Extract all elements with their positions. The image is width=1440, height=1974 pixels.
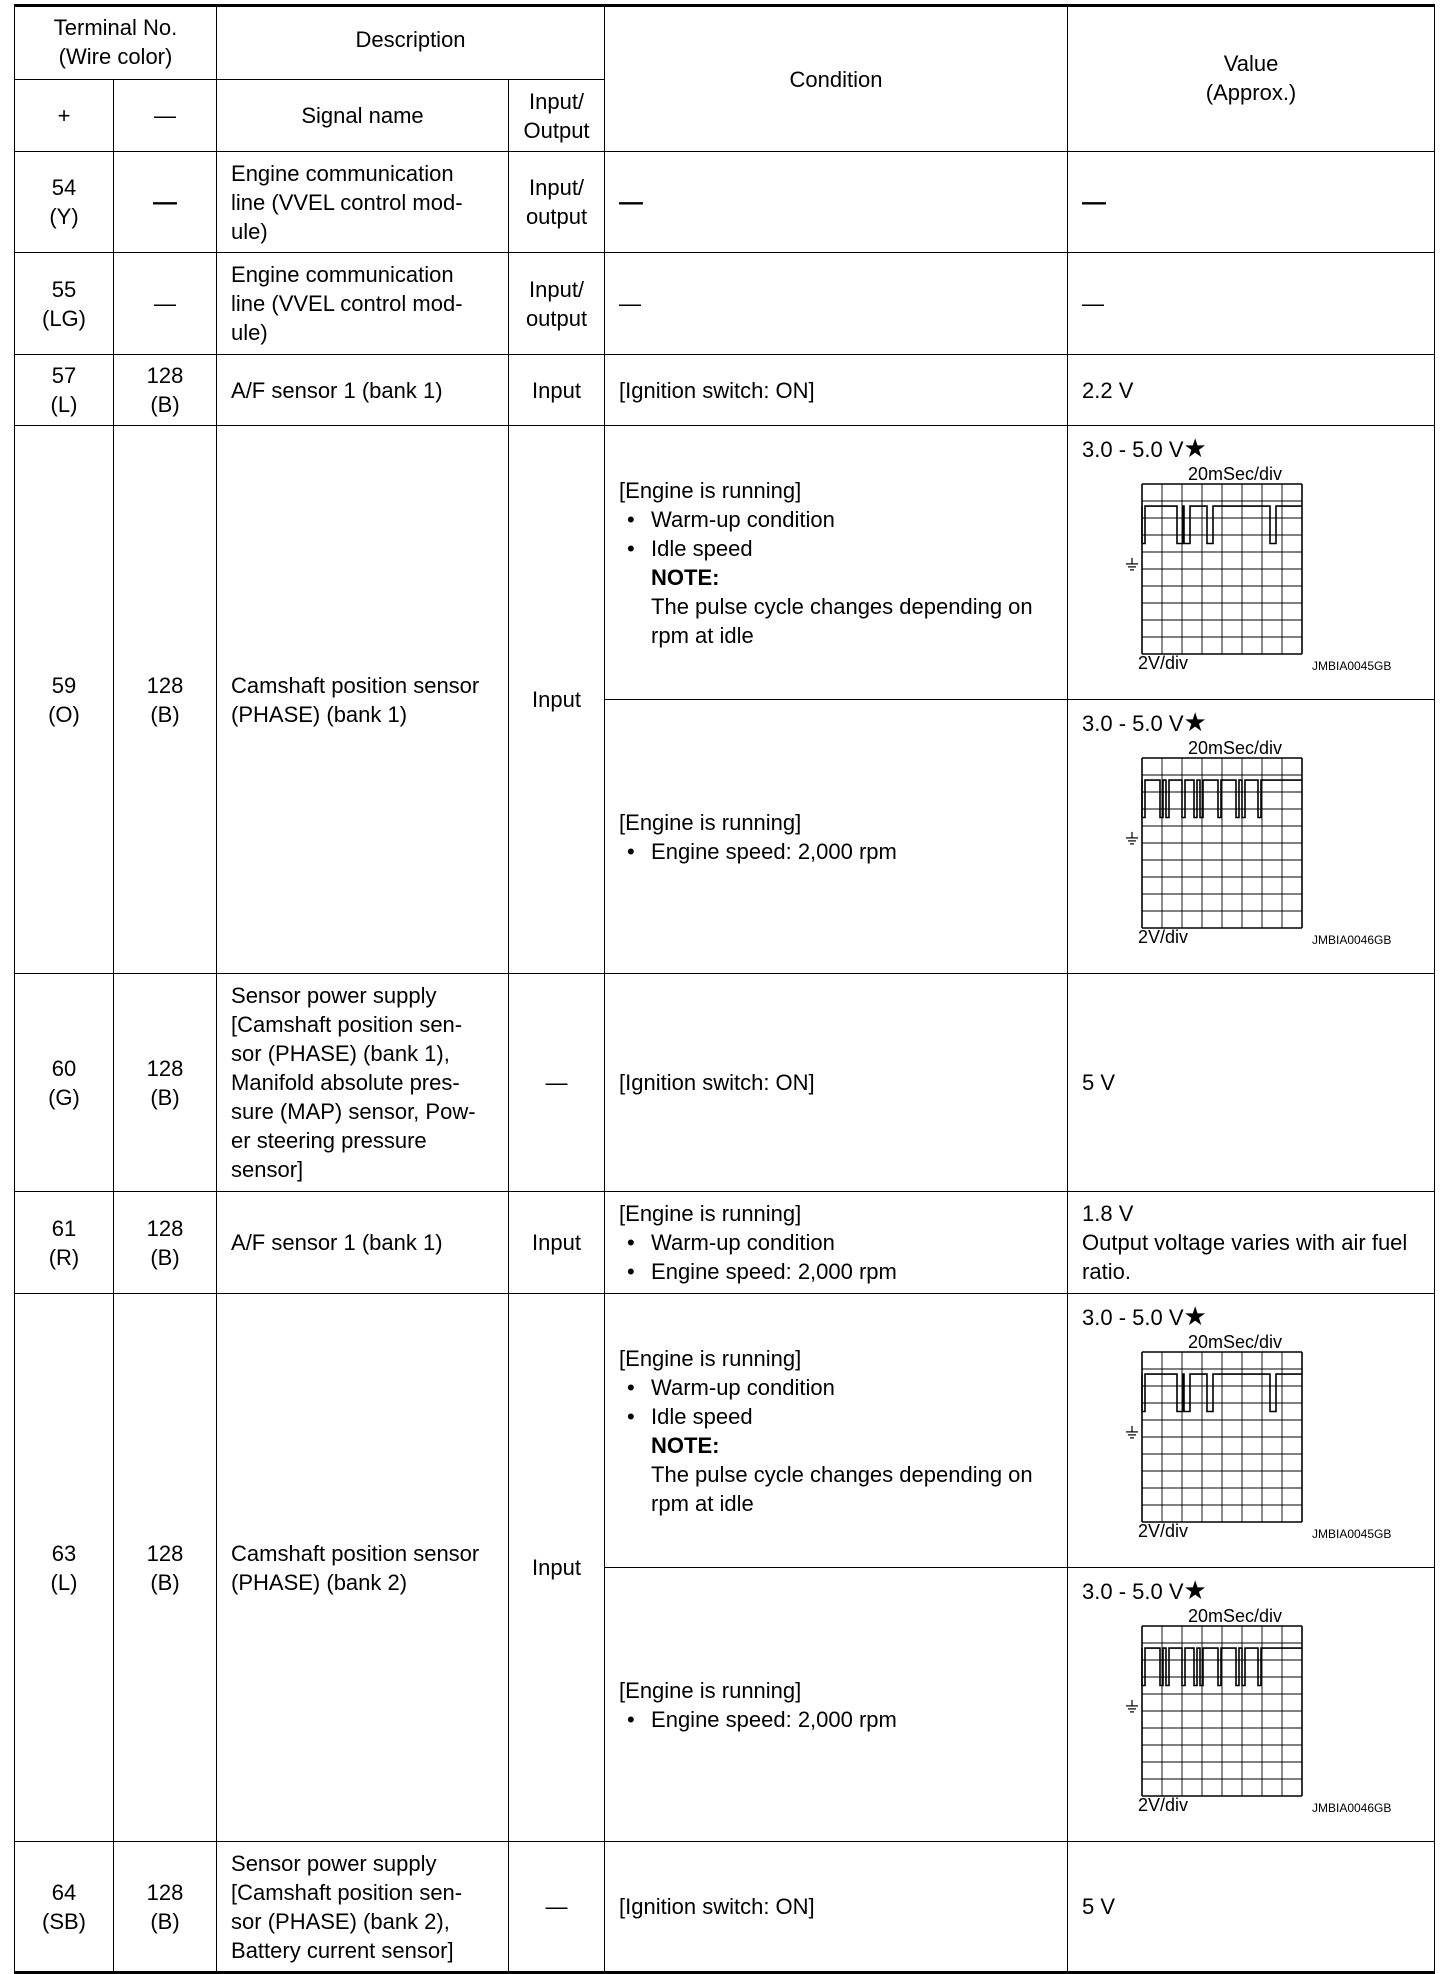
time-div-label: 20mSec/div — [1188, 464, 1283, 484]
ground-icon — [1126, 1700, 1138, 1712]
time-div-label: 20mSec/div — [1188, 1332, 1283, 1352]
ground-icon — [1126, 558, 1138, 570]
header-signal-name: Signal name — [217, 80, 509, 152]
value: 3.0 - 5.0 V★ 20mSec/div 2V/div JMBIA0045GB — [1068, 1294, 1435, 1568]
terminal-minus: 128 (B) — [114, 426, 217, 974]
figure-code: JMBIA0046GB — [1312, 933, 1392, 947]
volt-div-label: 2V/div — [1138, 1795, 1189, 1815]
figure-code: JMBIA0045GB — [1312, 1527, 1392, 1541]
io: Input — [509, 355, 605, 426]
terminal-table — [14, 4, 1435, 1974]
value: 3.0 - 5.0 V★ 20mSec/div 2V/div JMBIA0046GB — [1068, 1568, 1435, 1842]
condition: — — [605, 152, 1068, 253]
terminal-plus: 55 (LG) — [15, 253, 114, 355]
condition: [Engine is running] • Engine speed: 2,000 rpm — [605, 1568, 1068, 1842]
table-row — [15, 1294, 1435, 1568]
figure-code: JMBIA0045GB — [1312, 659, 1392, 673]
condition: [Engine is running] • Warm-up condition • Idle speed NOTE: The pulse cycle changes depending on rpm at idle — [605, 426, 1068, 700]
io: — — [509, 974, 605, 1192]
terminal-minus: — — [114, 152, 217, 253]
value: — — [1068, 253, 1435, 355]
star-icon: ★ — [1183, 707, 1207, 737]
header-description: Description — [217, 6, 605, 80]
terminal-minus: 128 (B) — [114, 1192, 217, 1294]
value: 5 V — [1068, 974, 1435, 1192]
terminal-plus: 59 (O) — [15, 426, 114, 974]
terminal-plus: 63 (L) — [15, 1294, 114, 1842]
condition: [Ignition switch: ON] — [605, 1842, 1068, 1973]
io: Input — [509, 1294, 605, 1842]
header-condition: Condition — [605, 6, 1068, 152]
terminal-plus: 60 (G) — [15, 974, 114, 1192]
table-row — [15, 152, 1435, 253]
header-io: Input/ Output — [509, 80, 605, 152]
condition: [Engine is running] • Warm-up condition • Idle speed NOTE: The pulse cycle changes depending on rpm at idle — [605, 1294, 1068, 1568]
signal-name: Engine communication line (VVEL control mod- ule) — [217, 152, 509, 253]
value: 3.0 - 5.0 V★ 20mSec/div 2V/div JMBIA0046GB — [1068, 700, 1435, 974]
star-icon: ★ — [1183, 1301, 1207, 1331]
signal-name: Camshaft position sensor (PHASE) (bank 1) — [217, 426, 509, 974]
value: 1.8 V Output voltage varies with air fuel ratio. — [1068, 1192, 1435, 1294]
signal-name: Sensor power supply [Camshaft position sen- sor (PHASE) (bank 1), Manifold absolute pres- sure (MAP) sensor, Pow- er steering pressure sensor] — [217, 974, 509, 1192]
value: — — [1068, 152, 1435, 253]
signal-name: Camshaft position sensor (PHASE) (bank 2) — [217, 1294, 509, 1842]
figure-code: JMBIA0046GB — [1312, 1801, 1392, 1815]
io: — — [509, 1842, 605, 1973]
condition: [Engine is running] • Warm-up condition • Engine speed: 2,000 rpm — [605, 1192, 1068, 1294]
table-row — [15, 426, 1435, 700]
waveform-2000rpm — [1082, 1606, 1422, 1834]
time-div-label: 20mSec/div — [1188, 1606, 1283, 1626]
star-icon: ★ — [1183, 1575, 1207, 1605]
header-minus: — — [114, 80, 217, 152]
signal-name: A/F sensor 1 (bank 1) — [217, 1192, 509, 1294]
volt-div-label: 2V/div — [1138, 927, 1189, 947]
time-div-label: 20mSec/div — [1188, 738, 1283, 758]
signal-name: Engine communication line (VVEL control mod- ule) — [217, 253, 509, 355]
value: 5 V — [1068, 1842, 1435, 1973]
terminal-plus: 54 (Y) — [15, 152, 114, 253]
terminal-minus: 128 (B) — [114, 974, 217, 1192]
value: 3.0 - 5.0 V★ 20mSec/div 2V/div JMBIA0045GB — [1068, 426, 1435, 700]
condition: [Ignition switch: ON] — [605, 355, 1068, 426]
terminal-plus: 57 (L) — [15, 355, 114, 426]
signal-name: Sensor power supply [Camshaft position sen- sor (PHASE) (bank 2), Battery current sensor] — [217, 1842, 509, 1973]
condition: [Engine is running] • Engine speed: 2,000 rpm — [605, 700, 1068, 974]
header-plus: + — [15, 80, 114, 152]
waveform-idle — [1082, 464, 1422, 692]
condition: — — [605, 253, 1068, 355]
scope-grid — [1142, 484, 1302, 654]
header-value: Value (Approx.) — [1068, 6, 1435, 152]
signal-name: A/F sensor 1 (bank 1) — [217, 355, 509, 426]
waveform-idle — [1082, 1332, 1422, 1560]
io: Input/ output — [509, 152, 605, 253]
table-row — [15, 355, 1435, 426]
volt-div-label: 2V/div — [1138, 1521, 1189, 1541]
table-row — [15, 253, 1435, 355]
io: Input/ output — [509, 253, 605, 355]
terminal-minus: 128 (B) — [114, 1842, 217, 1973]
header-terminal: Terminal No. (Wire color) — [15, 6, 217, 80]
star-icon: ★ — [1183, 433, 1207, 463]
io: Input — [509, 1192, 605, 1294]
value: 2.2 V — [1068, 355, 1435, 426]
terminal-minus: 128 (B) — [114, 355, 217, 426]
table-row — [15, 1192, 1435, 1294]
scope-grid — [1142, 1352, 1302, 1522]
io: Input — [509, 426, 605, 974]
volt-div-label: 2V/div — [1138, 653, 1189, 673]
waveform-2000rpm — [1082, 738, 1422, 966]
table-row — [15, 1842, 1435, 1973]
table-row — [15, 974, 1435, 1192]
terminal-minus: 128 (B) — [114, 1294, 217, 1842]
ground-icon — [1126, 1426, 1138, 1438]
terminal-plus: 64 (SB) — [15, 1842, 114, 1973]
terminal-plus: 61 (R) — [15, 1192, 114, 1294]
ground-icon — [1126, 832, 1138, 844]
terminal-minus: — — [114, 253, 217, 355]
condition: [Ignition switch: ON] — [605, 974, 1068, 1192]
